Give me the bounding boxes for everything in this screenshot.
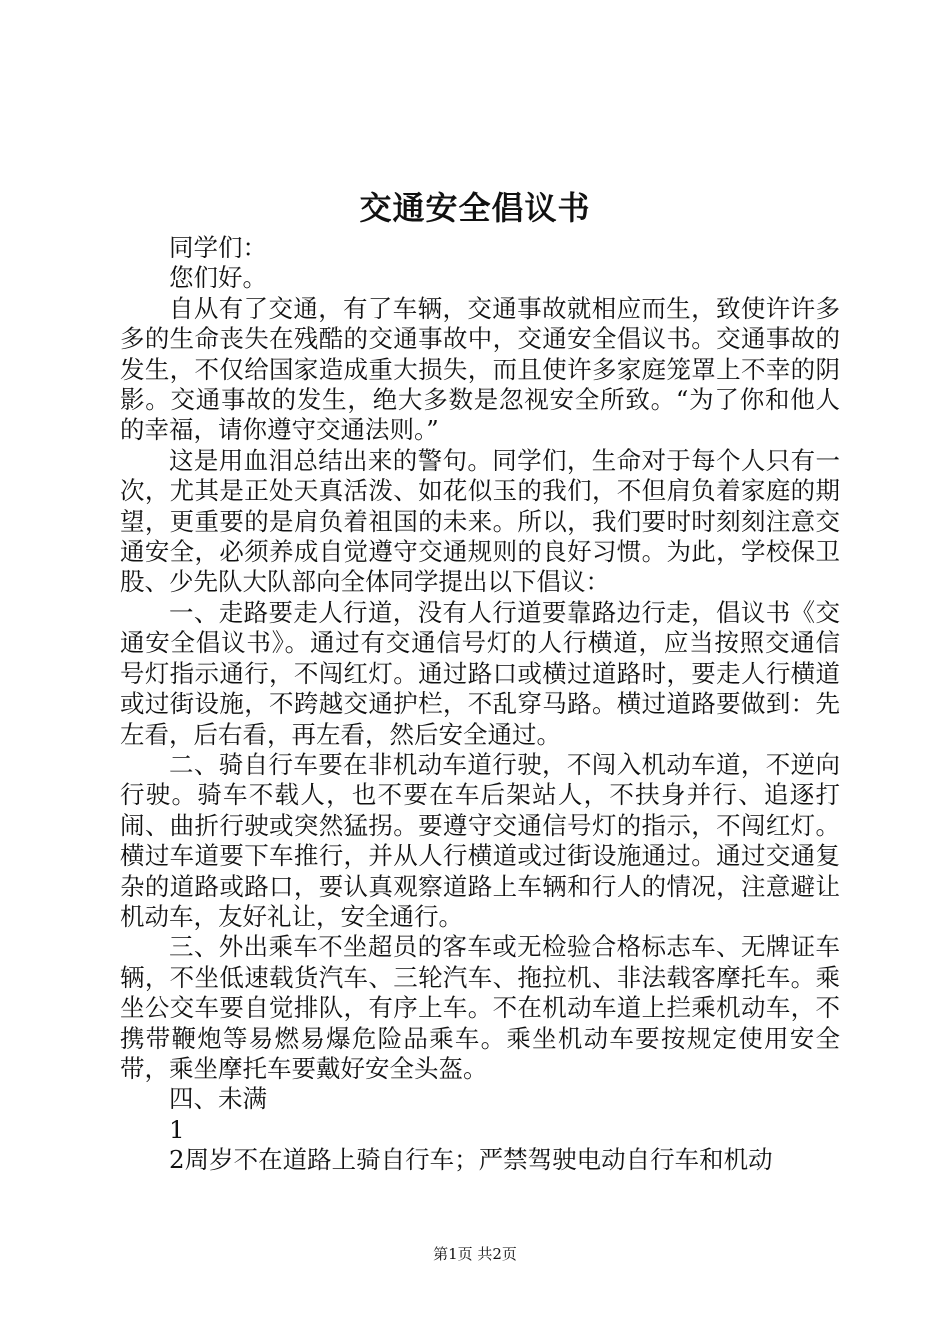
- paragraph-salutation: 您们好。: [169, 263, 267, 293]
- paragraph-item-4-continued: 2周岁不在道路上骑自行车；严禁驾驶电动自行车和机动: [169, 1145, 773, 1175]
- paragraph-warning: 这是用血泪总结出来的警句。同学们，生命对于每个人只有一次，尤其是正处天真活泼、如花似玉的我们，不但肩负着家庭的期望，更重要的是肩负着祖国的未来。所以，我们要时时刻刻注意交通安全，必须养成自觉遵守交通规则的良好习惯。为此，学校保卫股、少先队大队部向全体同学提出以下倡议：: [120, 445, 840, 597]
- paragraph-item-2: 二、骑自行车要在非机动车道行驶，不闯入机动车道，不逆向行驶。骑车不载人，也不要在车后架站人，不扶身并行、追逐打闹、曲折行驶或突然猛拐。要遵守交通信号灯的指示，不闯红灯。横过车道要下车推行，并从人行横道或过街设施通过。通过交通复杂的道路或路口，要认真观察道路上车辆和行人的情况，注意避让机动车，友好礼让，安全通行。: [120, 749, 840, 931]
- paragraph-item-3: 三、外出乘车不坐超员的客车或无检验合格标志车、无牌证车辆，不坐低速载货汽车、三轮汽车、拖拉机、非法载客摩托车。乘坐公交车要自觉排队，有序上车。不在机动车道上拦乘机动车，不携带鞭炮等易燃易爆危险品乘车。乘坐机动车要按规定使用安全带，乘坐摩托车要戴好安全头盔。: [120, 932, 840, 1083]
- paragraph-item-4-number: 1: [169, 1114, 185, 1144]
- document-body: [120, 233, 840, 1176]
- paragraph-greeting: 同学们：: [169, 233, 267, 262]
- paragraph-item-1: 一、走路要走人行道，没有人行道要靠路边行走，倡议书《交通安全倡议书》。通过有交通信号灯的人行横道，应当按照交通信号灯指示通行，不闯红灯。通过路口或横过道路时，要走人行横道或过街设施，不跨越交通护栏，不乱穿马路。横过道路要做到：先左看，后右看，再左看，然后安全通过。: [120, 597, 840, 749]
- paragraph-intro: 自从有了交通，有了车辆，交通事故就相应而生，致使许许多多的生命丧失在残酷的交通事故中，交通安全倡议书。交通事故的发生，不仅给国家造成重大损失，而且使许多家庭笼罩上不幸的阴影。交通事故的发生，绝大多数是忽视安全所致。“为了你和他人的幸福，请你遵守交通法则。”: [120, 293, 840, 445]
- paragraph-item-4-start: 四、未满: [169, 1084, 267, 1114]
- page-footer: 第1页 共2页: [433, 1245, 517, 1263]
- document-title: 交通安全倡议书: [359, 189, 591, 227]
